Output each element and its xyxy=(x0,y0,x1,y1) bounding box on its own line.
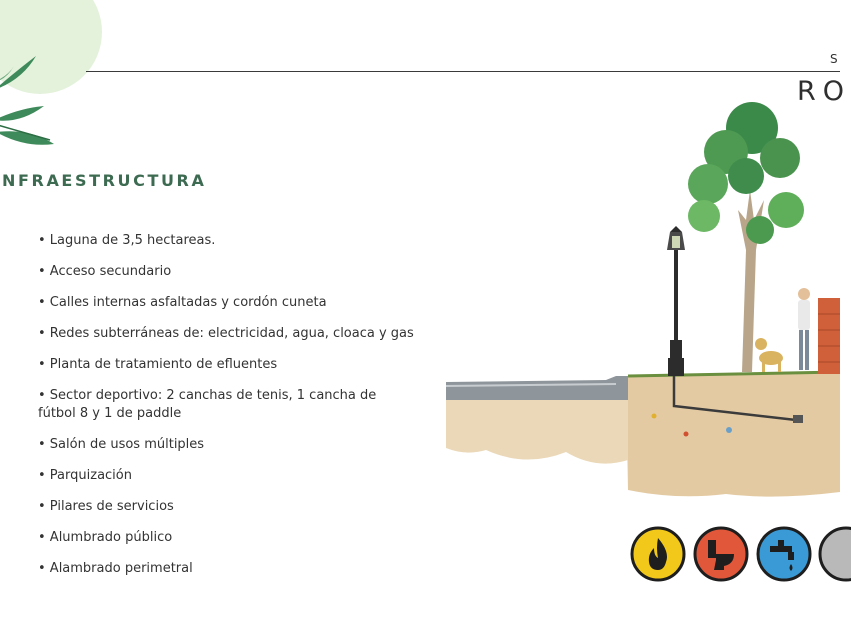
header-corner-title: RO xyxy=(797,76,851,107)
list-item: • Calles internas asfaltadas y cordón cuneta xyxy=(38,295,327,310)
list-item: • Planta de tratamiento de efluentes xyxy=(38,357,278,372)
header-corner-label: S xyxy=(830,52,838,66)
list-item: • Salón de usos múltiples xyxy=(38,437,205,452)
gas-flame-icon xyxy=(632,528,684,580)
section-title: NFRAESTRUCTURA xyxy=(2,171,207,190)
leaf-decoration-icon xyxy=(0,20,110,150)
header-rule xyxy=(86,71,840,72)
list-item: • Pilares de servicios xyxy=(38,499,174,514)
list-item: • Acceso secundario xyxy=(38,264,172,279)
water-faucet-icon xyxy=(758,528,810,580)
toilet-icon xyxy=(695,528,747,580)
list-item: • Sector deportivo: 2 canchas de tenis, 1 cancha de fútbol 8 y 1 de paddle xyxy=(38,388,377,421)
list-item: • Laguna de 3,5 hectareas. xyxy=(38,233,216,248)
list-item: • Alambrado perimetral xyxy=(38,561,193,576)
list-item: • Alumbrado público xyxy=(38,530,173,545)
list-item: • Parquización xyxy=(38,468,132,483)
infrastructure-list xyxy=(38,232,418,591)
list-item: • Redes subterráneas de: electricidad, agua, cloaca y gas xyxy=(38,326,414,341)
infrastructure-illustration xyxy=(446,100,840,510)
electricity-icon xyxy=(820,528,851,580)
utility-icons xyxy=(630,526,840,586)
